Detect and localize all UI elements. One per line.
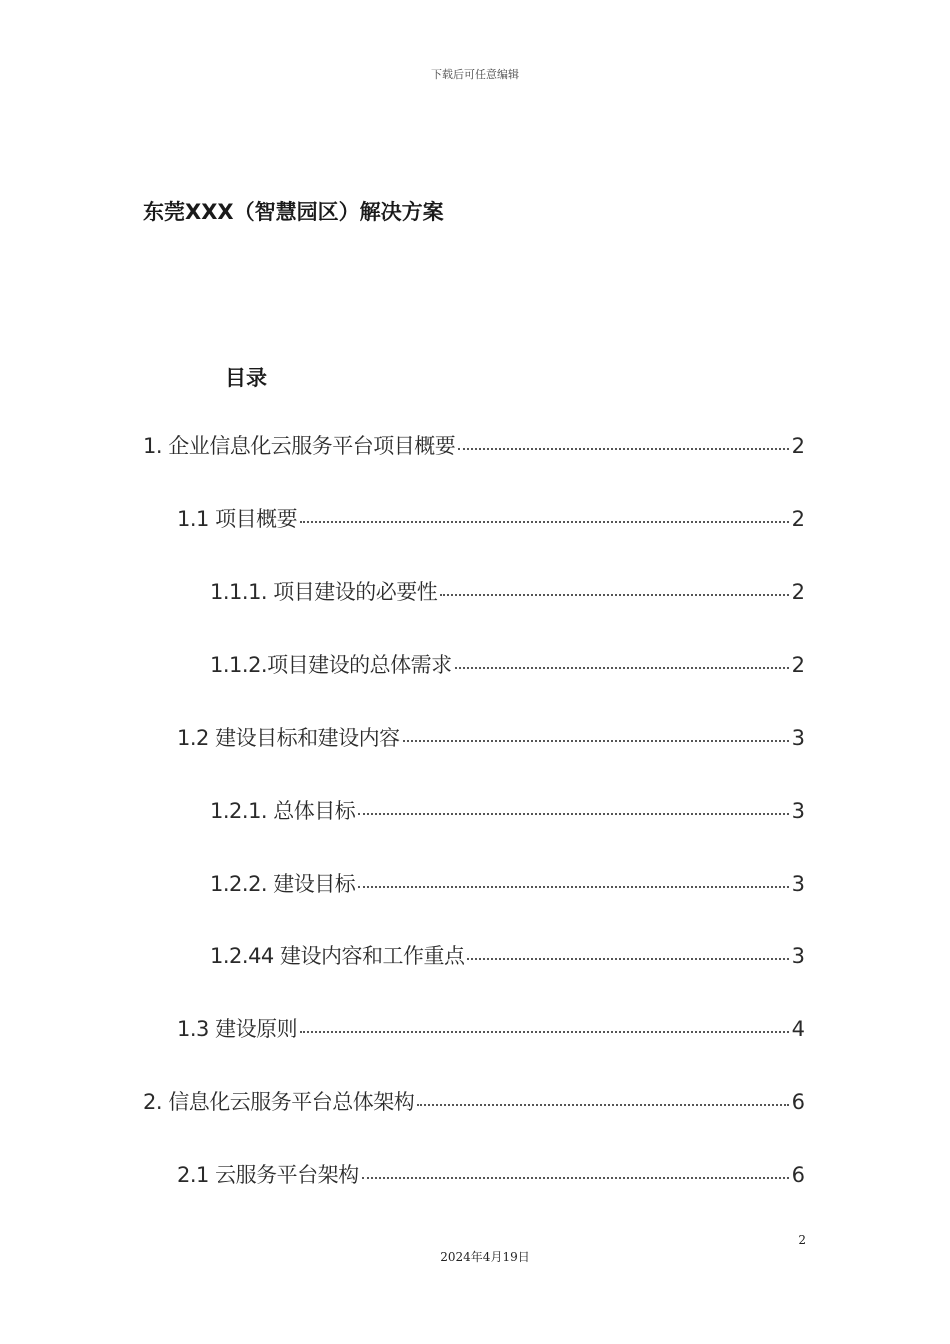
toc-leader-dots — [300, 1031, 789, 1033]
toc-entry-label: 1.2 建设目标和建设内容 — [177, 726, 400, 750]
toc-entry-page: 2 — [791, 580, 805, 604]
toc-entry-page: 3 — [791, 944, 805, 968]
header-note: 下载后可任意编辑 — [431, 68, 519, 81]
document-title: 东莞XXX（智慧园区）解决方案 — [143, 200, 444, 224]
toc-entry-label: 2. 信息化云服务平台总体架构 — [143, 1090, 415, 1114]
toc-entry-label: 1.2.1. 总体目标 — [210, 799, 356, 823]
toc-entry[interactable] — [210, 874, 805, 900]
toc-entry-page: 2 — [791, 434, 805, 458]
toc-entry-label: 1. 企业信息化云服务平台项目概要 — [143, 434, 456, 458]
toc-entry-page: 4 — [791, 1017, 805, 1041]
toc-entry[interactable] — [177, 509, 805, 535]
toc-entry[interactable] — [210, 946, 805, 972]
toc-entry-page: 3 — [791, 799, 805, 823]
toc-leader-dots — [403, 740, 789, 742]
toc-entry[interactable] — [210, 655, 805, 681]
toc-leader-dots — [417, 1104, 788, 1106]
toc-entry-label: 1.3 建设原则 — [177, 1017, 298, 1041]
toc-entry[interactable] — [143, 1092, 805, 1118]
toc-entry[interactable] — [177, 1019, 805, 1045]
toc-entry-page: 2 — [791, 507, 805, 531]
toc-entry-label: 1.1 项目概要 — [177, 507, 298, 531]
toc-heading: 目录 — [225, 366, 267, 390]
toc-leader-dots — [358, 886, 788, 888]
toc-entry-label: 2.1 云服务平台架构 — [177, 1163, 359, 1187]
toc-leader-dots — [362, 1177, 789, 1179]
toc-entry-page: 3 — [791, 726, 805, 750]
toc-entry[interactable] — [210, 801, 805, 827]
toc-entry-label: 1.2.2. 建设目标 — [210, 872, 356, 896]
toc-entry[interactable] — [210, 582, 805, 608]
toc-entry-label: 1.2.44 建设内容和工作重点 — [210, 944, 465, 968]
footer-date: 2024年4月19日 — [440, 1250, 530, 1264]
toc-entry-page: 3 — [791, 872, 805, 896]
toc-entry-label: 1.1.1. 项目建设的必要性 — [210, 580, 438, 604]
toc-entry[interactable] — [177, 728, 805, 754]
toc-leader-dots — [455, 667, 789, 669]
toc-leader-dots — [467, 958, 788, 960]
page-number: 2 — [798, 1233, 806, 1247]
toc-entry-page: 6 — [791, 1163, 805, 1187]
toc-leader-dots — [300, 521, 789, 523]
toc-leader-dots — [458, 448, 788, 450]
toc-entry[interactable] — [143, 436, 805, 462]
toc-entry-label: 1.1.2.项目建设的总体需求 — [210, 653, 452, 677]
toc-leader-dots — [440, 594, 788, 596]
toc-leader-dots — [358, 813, 788, 815]
toc-entry[interactable] — [177, 1165, 805, 1191]
toc-entry-page: 2 — [791, 653, 805, 677]
toc-entry-page: 6 — [791, 1090, 805, 1114]
